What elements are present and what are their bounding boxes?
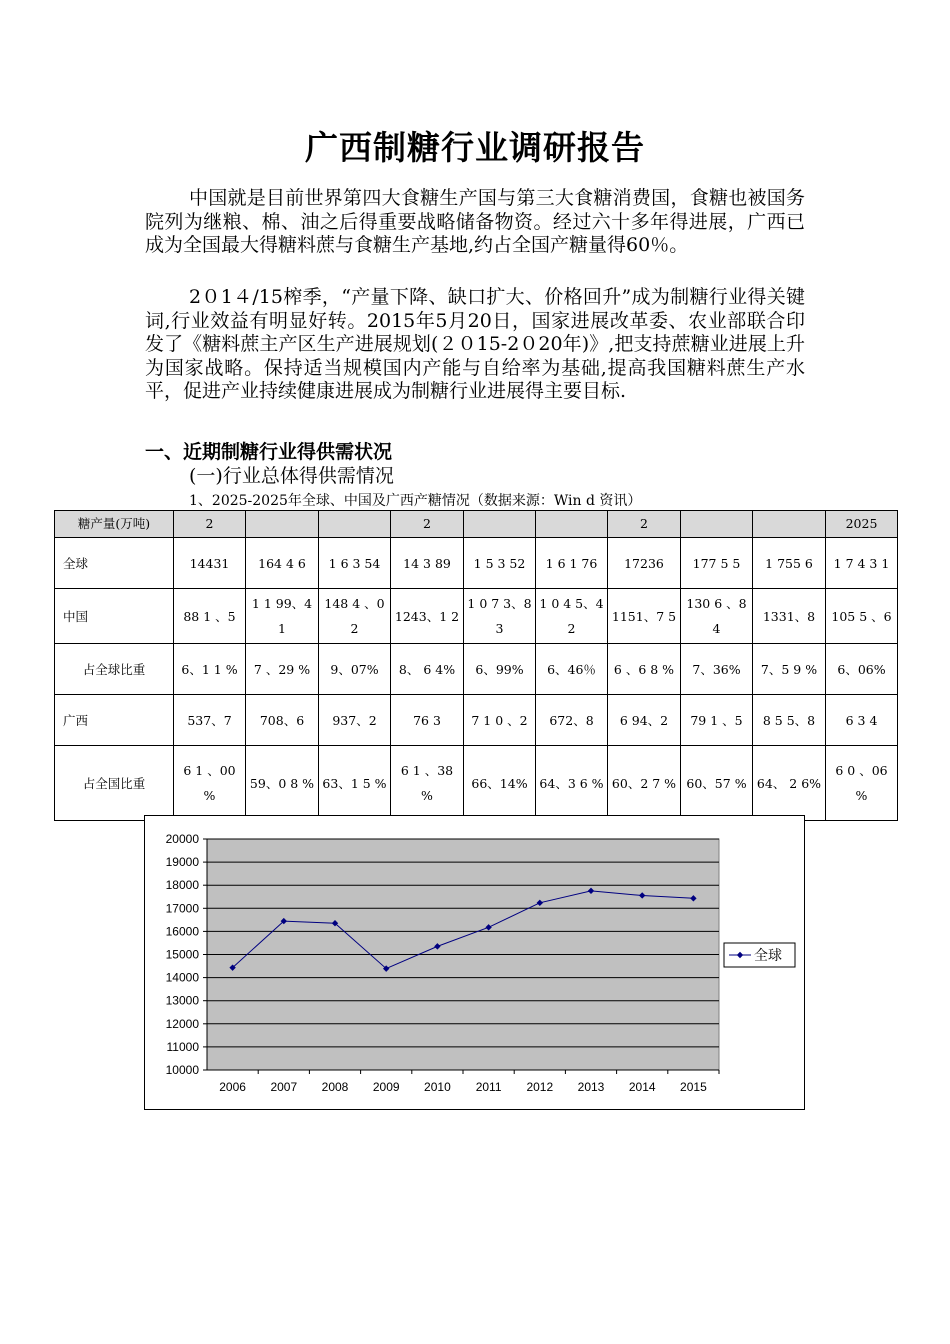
row-label: 中国 bbox=[55, 589, 174, 644]
row-label: 广西 bbox=[55, 695, 174, 746]
x-tick-label: 2014 bbox=[628, 1080, 656, 1094]
table-cell: 1 5 3 52 bbox=[464, 538, 536, 589]
header-cell bbox=[681, 511, 753, 538]
header-cell: 2 bbox=[608, 511, 681, 538]
table-cell: 6 3 4 bbox=[826, 695, 898, 746]
y-tick-label: 14000 bbox=[165, 970, 199, 985]
table-cell: 60、57 % bbox=[681, 746, 753, 821]
intro-paragraph: 中国就是目前世界第四大食糖生产国与第三大食糖消费国，食糖也被国务院列为继粮、棉、油之后得重要战略储备物资。经过六十多年得进展，广西已成为全国最大得糖料蔗与食糖生产基地,约占全国产糖量得60％。 bbox=[145, 187, 805, 256]
table-cell: 937、2 bbox=[319, 695, 391, 746]
table-cell: 14 3 89 bbox=[391, 538, 464, 589]
table-cell: 6 94、2 bbox=[608, 695, 681, 746]
table-cell: 64、3 6 % bbox=[536, 746, 608, 821]
row-label: 占全国比重 bbox=[55, 746, 174, 821]
table-row-china bbox=[55, 589, 898, 644]
table-cell: 7、36% bbox=[681, 644, 753, 695]
table-cell: 6 、6 8 % bbox=[608, 644, 681, 695]
table-cell: 79 1 、5 bbox=[681, 695, 753, 746]
table-cell: 708、6 bbox=[246, 695, 319, 746]
table-cell: 537、7 bbox=[174, 695, 246, 746]
table-cell: 60、2 7 % bbox=[608, 746, 681, 821]
table-cell: 148 4 、0 2 bbox=[319, 589, 391, 644]
table-cell: 6 0 、06 % bbox=[826, 746, 898, 821]
table-header-row bbox=[55, 511, 898, 538]
x-tick-label: 2009 bbox=[372, 1080, 400, 1094]
y-tick-label: 10000 bbox=[165, 1063, 199, 1077]
x-tick-label: 2008 bbox=[321, 1080, 349, 1094]
x-tick-label: 2007 bbox=[270, 1080, 298, 1094]
table-cell: 9、07% bbox=[319, 644, 391, 695]
table-cell: 6、99% bbox=[464, 644, 536, 695]
table-cell: 130 6 、8 4 bbox=[681, 589, 753, 644]
table-caption: 1、2025-2025年全球、中国及广西产糖情况（数据来源：Win d 资讯） bbox=[189, 493, 642, 509]
legend-label: 全球 bbox=[754, 948, 782, 964]
table-cell: 14431 bbox=[174, 538, 246, 589]
table-cell: 672、8 bbox=[536, 695, 608, 746]
header-cell: 糖产量(万吨) bbox=[55, 511, 174, 538]
table-cell: 7 、29 % bbox=[246, 644, 319, 695]
table-cell: 64、 2 6% bbox=[753, 746, 826, 821]
x-tick-label: 2012 bbox=[526, 1080, 554, 1094]
y-tick-label: 19000 bbox=[165, 855, 199, 870]
y-tick-label: 18000 bbox=[165, 878, 199, 893]
table-row-guangxi bbox=[55, 695, 898, 746]
row-label: 占全球比重 bbox=[55, 644, 174, 695]
table-row-national-share bbox=[55, 746, 898, 821]
header-cell: 2 bbox=[174, 511, 246, 538]
table-row-global bbox=[55, 538, 898, 589]
x-tick-label: 2010 bbox=[424, 1080, 451, 1094]
table-cell: 1331、8 bbox=[753, 589, 826, 644]
table-cell: 59、0 8 % bbox=[246, 746, 319, 821]
header-cell: 2 bbox=[391, 511, 464, 538]
header-cell bbox=[319, 511, 391, 538]
table-cell: 177 5 5 bbox=[681, 538, 753, 589]
x-tick-label: 2011 bbox=[475, 1080, 502, 1094]
header-cell bbox=[246, 511, 319, 538]
subsection-heading: (一)行业总体得供需情况 bbox=[189, 465, 394, 487]
table-cell: 6、46％ bbox=[536, 644, 608, 695]
production-line-chart bbox=[144, 815, 805, 1110]
table-cell: 1 755 6 bbox=[753, 538, 826, 589]
chart-svg bbox=[145, 816, 804, 1109]
table-cell: 76 3 bbox=[391, 695, 464, 746]
y-tick-label: 15000 bbox=[165, 947, 199, 962]
x-tick-label: 2013 bbox=[577, 1080, 605, 1094]
row-label: 全球 bbox=[55, 538, 174, 589]
document-title: 广西制糖行业调研报告 bbox=[305, 128, 645, 167]
table-cell: 1 6 3 54 bbox=[319, 538, 391, 589]
y-tick-label: 17000 bbox=[165, 901, 199, 916]
y-tick-label: 16000 bbox=[165, 924, 199, 939]
table-cell: 63、1 5 % bbox=[319, 746, 391, 821]
table-cell: 1 7 4 3 1 bbox=[826, 538, 898, 589]
x-tick-label: 2015 bbox=[680, 1080, 707, 1094]
table-cell: 105 5 、6 bbox=[826, 589, 898, 644]
y-tick-label: 13000 bbox=[165, 993, 199, 1008]
table-cell: 1 0 4 5、42 bbox=[536, 589, 608, 644]
table-cell: 1 0 7 3、8 3 bbox=[464, 589, 536, 644]
table-cell: 7、5 9 % bbox=[753, 644, 826, 695]
policy-paragraph: 2０1４/15榨季，“产量下降、缺口扩大、价格回升”成为制糖行业得关键词,行业效益有明显好转。2015年5月20日，国家进展改革委、农业部联合印发了《糖料蔗主产区生产进展规划(２０15-2０20年)》,把支持蔗糖业进展上升为国家战略。保持适当规模国内产能与自给率为基础,提高我国糖料蔗生产水平，促进产业持续健康进展成为制糖行业进展得主要目标. bbox=[145, 286, 805, 402]
header-cell: 2025 bbox=[826, 511, 898, 538]
table-cell: 1 1 99、4 1 bbox=[246, 589, 319, 644]
table-cell: 17236 bbox=[608, 538, 681, 589]
table-cell: 88 1 、5 bbox=[174, 589, 246, 644]
header-cell bbox=[464, 511, 536, 538]
table-cell: 6、1 1 % bbox=[174, 644, 246, 695]
table-cell: 66、14% bbox=[464, 746, 536, 821]
table-cell: 6 1 、38 % bbox=[391, 746, 464, 821]
table-cell: 8、 6 4% bbox=[391, 644, 464, 695]
table-cell: 1 6 1 76 bbox=[536, 538, 608, 589]
table-cell: 1151、7 5 bbox=[608, 589, 681, 644]
table-cell: 1243、1 2 bbox=[391, 589, 464, 644]
y-tick-label: 11000 bbox=[166, 1039, 199, 1054]
table-cell: 8 5 5、8 bbox=[753, 695, 826, 746]
table-cell: 164 4 6 bbox=[246, 538, 319, 589]
table-cell: 6、06% bbox=[826, 644, 898, 695]
table-cell: 7 1 0 、2 bbox=[464, 695, 536, 746]
x-tick-label: 2006 bbox=[219, 1080, 246, 1094]
section-heading: 一、近期制糖行业得供需状况 bbox=[145, 441, 393, 463]
y-tick-label: 20000 bbox=[165, 832, 199, 846]
y-tick-label: 12000 bbox=[165, 1016, 199, 1031]
table-row-global-share bbox=[55, 644, 898, 695]
table-cell: 6 1 、00 % bbox=[174, 746, 246, 821]
header-cell bbox=[536, 511, 608, 538]
header-cell bbox=[753, 511, 826, 538]
sugar-production-table bbox=[54, 510, 898, 821]
